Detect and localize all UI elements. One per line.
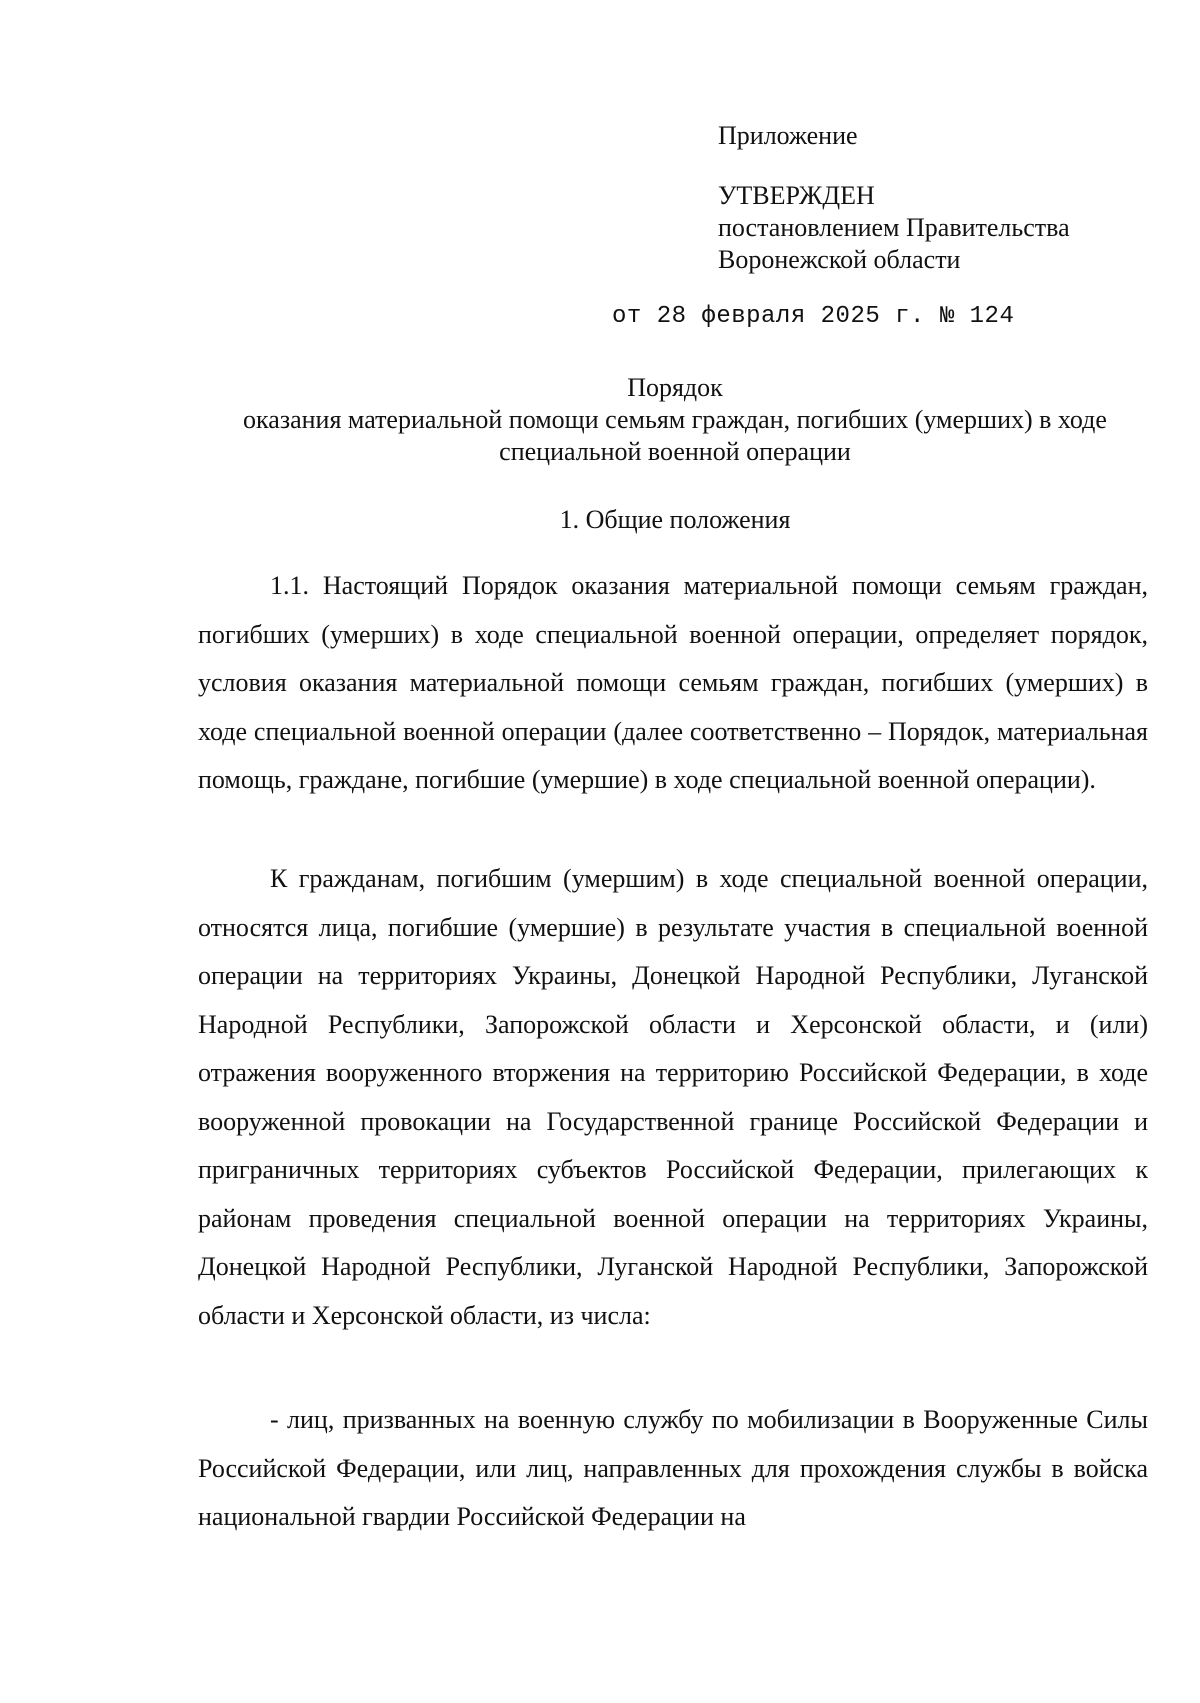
approval-block bbox=[718, 120, 1070, 276]
annex-label: Приложение bbox=[718, 121, 858, 150]
approved-region: Воронежской области bbox=[718, 245, 961, 274]
paragraph-1-1: 1.1. Настоящий Порядок оказания материальной помощи семьям граждан, погибших (умерших) в ходе специальной военной операции, определяет порядок, условия оказания материальной помощи семьям граждан, погибших (умерших) в ходе специальной военной операции (далее соответственно – Порядок, материальная помощь, граждане, погибшие (умершие) в ходе специальной военной операции). bbox=[198, 571, 1148, 794]
title-line-2: оказания материальной помощи семьям граждан, погибших (умерших) в ходе bbox=[243, 405, 1107, 434]
document-title bbox=[200, 372, 1150, 468]
approved-by: постановлением Правительства bbox=[718, 213, 1070, 242]
paragraph-list-item-mobilized: - лиц, призванных на военную службу по мобилизации в Вооруженные Силы Российской Федерации, или лиц, направленных для прохождения службы в войска национальной гвардии Российской Федерации на bbox=[198, 1405, 1148, 1531]
section-heading: 1. Общие положения bbox=[559, 505, 791, 534]
title-line-1: Порядок bbox=[627, 373, 723, 402]
date-number-stamp: от 28 февраля 2025 г. № 124 bbox=[612, 303, 1015, 330]
title-line-3: специальной военной операции bbox=[499, 437, 851, 466]
approved-label: УТВЕРЖДЕН bbox=[718, 181, 875, 210]
paragraph-citizens-definition: К гражданам, погибшим (умершим) в ходе специальной военной операции, относятся лица, погибшие (умершие) в результате участия в специальной военной операции на территориях Украины, Донецкой Народной Республики, Луганской Народной Республики, Запорожской области и Херсонской области, и (или) отражения вооруженного вторжения на территорию Российской Федерации, в ходе вооруженной провокации на Государственной границе Российской Федерации и приграничных территориях субъектов Российской Федерации, прилегающих к районам проведения специальной военной операции на территориях Украины, Донецкой Народной Республики, Луганской Народной Республики, Запорожской области и Херсонской области, из числа: bbox=[198, 864, 1148, 1330]
